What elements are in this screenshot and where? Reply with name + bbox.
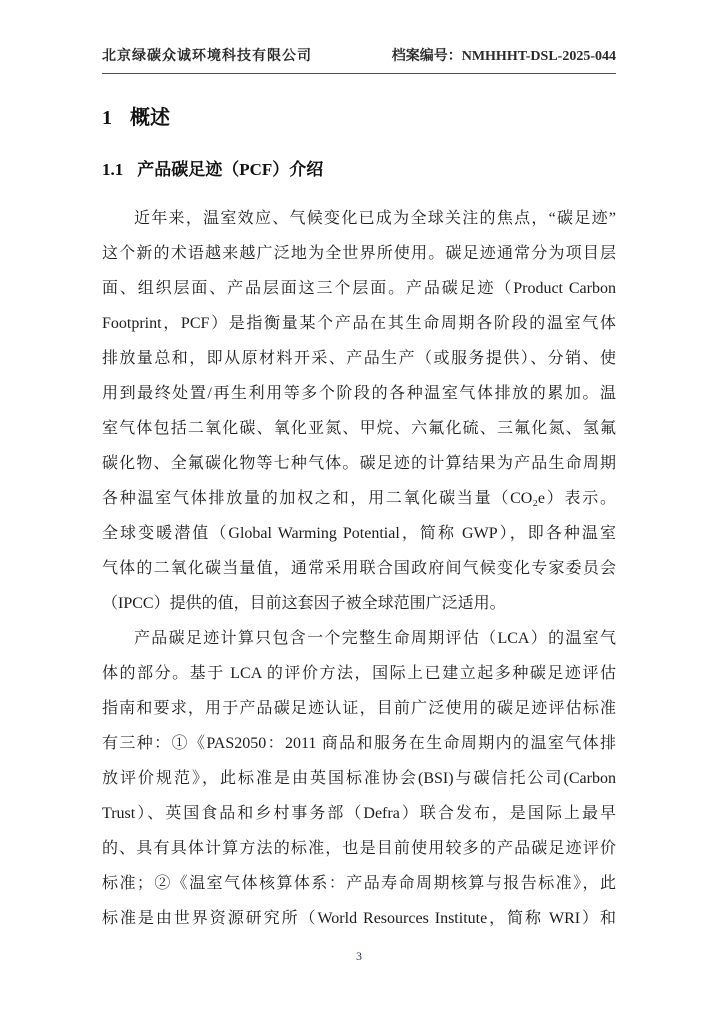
text-line: （IPCC）提供的值，目前这套因子被全球范围广泛适用。 [102, 595, 506, 612]
text-line: 指南和要求，用于产品碳足迹认证，目前广泛使用的碳足迹评估标准 [102, 700, 616, 717]
text-line: 面、组织层面、产品层面这三个层面。产品碳足迹（Product Carbon [102, 280, 616, 297]
heading-title: 产品碳足迹（PCF）介绍 [137, 160, 324, 179]
text-line: 近年来，温室效应、气候变化已成为全球关注的焦点，“碳足迹” [134, 210, 616, 227]
heading-title: 概述 [130, 107, 170, 129]
page-footer [102, 949, 616, 964]
paragraph [102, 621, 616, 936]
company-name: 北京绿碳众诚环境科技有限公司 [102, 49, 312, 64]
page-header [102, 0, 616, 74]
text-line: 体的部分。基于 LCA 的评价方法，国际上已建立起多种碳足迹评估 [102, 665, 616, 682]
text-line: 排放量总和，即从原材料开采、产品生产（或服务提供）、分销、使 [102, 350, 616, 367]
text-line: 有三种：①《PAS2050：2011 商品和服务在生命周期内的温室气体排 [102, 735, 616, 752]
paragraph [102, 201, 616, 621]
heading-number: 1 [102, 107, 112, 129]
text-line: 这个新的术语越来越广泛地为全世界所使用。碳足迹通常分为项目层 [102, 245, 616, 262]
archive-number: 档案编号：NMHHHT-DSL-2025-044 [391, 49, 616, 64]
text-line: 产品碳足迹计算只包含一个完整生命周期评估（LCA）的温室气 [134, 630, 616, 647]
text-line: 室气体包括二氧化碳、氧化亚氮、甲烷、六氟化硫、三氟化氮、氢氟 [102, 420, 616, 437]
text-line: Trust）、英国食品和乡村事务部（Defra）联合发布，是国际上最早 [102, 805, 616, 822]
text-line: Footprint，PCF）是指衡量某个产品在其生命周期各阶段的温室气体 [102, 315, 616, 332]
heading-number: 1.1 [102, 160, 124, 179]
page-number: 3 [356, 949, 362, 963]
document-body [102, 201, 616, 936]
text-line: 气体的二氧化碳当量值，通常采用联合国政府间气候变化专家委员会 [102, 560, 616, 577]
section-heading-1-1 [102, 155, 616, 180]
text-line: 各种温室气体排放量的加权之和，用二氧化碳当量（CO₂e）表示。 [102, 490, 616, 507]
text-line: 全球变暖潜值（Global Warming Potential，简称 GWP），即各种温室 [102, 525, 616, 542]
text-line: 用到最终处置/再生利用等多个阶段的各种温室气体排放的累加。温 [102, 385, 616, 402]
text-line: 碳化物、全氟碳化物等七种气体。碳足迹的计算结果为产品生命周期 [102, 455, 616, 472]
text-line: 的、具有具体计算方法的标准，也是目前使用较多的产品碳足迹评价 [102, 840, 616, 857]
text-line: 标准是由世界资源研究所（World Resources Institute，简称 WRI）和 [102, 910, 616, 927]
section-heading-1 [102, 101, 616, 130]
text-line: 放评价规范》，此标准是由英国标准协会(BSI)与碳信托公司(Carbon [102, 770, 616, 787]
text-line: 标准；②《温室气体核算体系：产品寿命周期核算与报告标准》，此 [102, 875, 616, 892]
